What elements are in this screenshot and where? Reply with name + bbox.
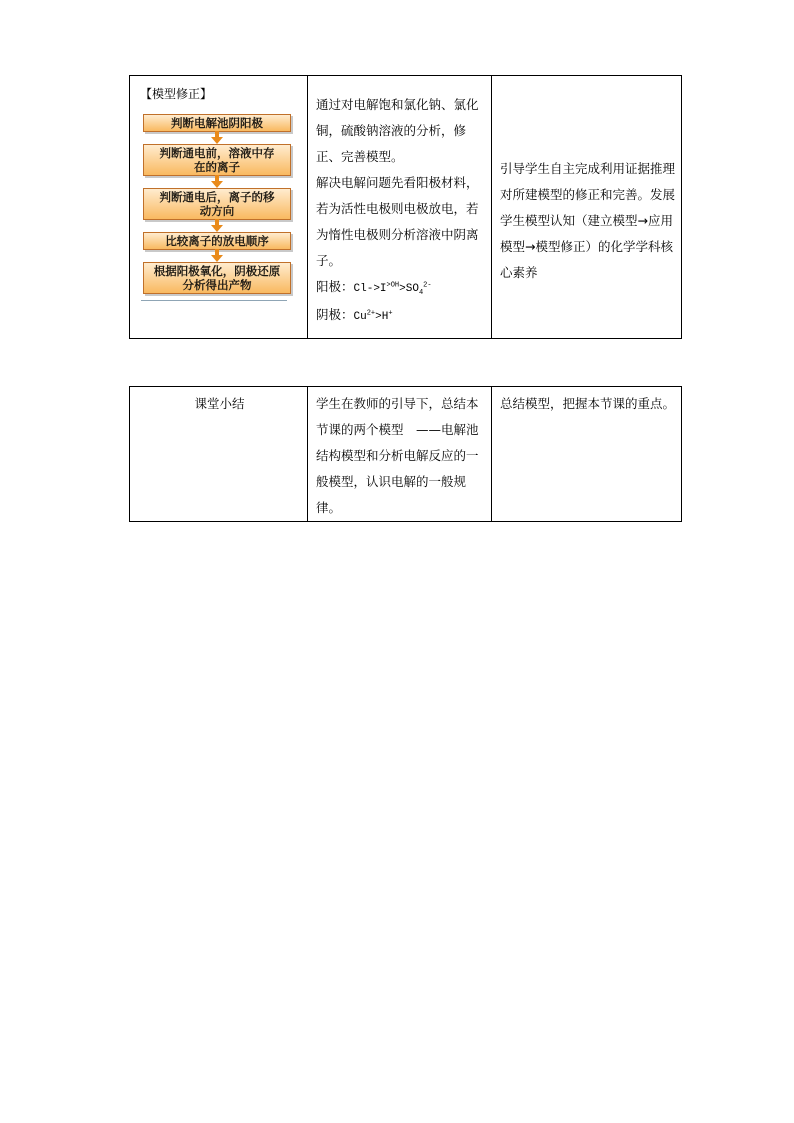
formula-part: >SO: [399, 283, 419, 295]
formula-part: Cu: [353, 311, 367, 323]
divider: [141, 300, 287, 301]
cathode-label: 阴极：: [316, 307, 354, 322]
model-revision-table: [129, 75, 682, 339]
anode-order: [308, 274, 491, 302]
summary-title-cell: [130, 387, 308, 522]
flow-step: 根据阳极氧化，阴极还原分析得出产物: [143, 262, 291, 294]
cathode-order: [308, 302, 491, 330]
down-arrow-icon: [211, 137, 223, 144]
formula-part: >H: [375, 311, 389, 323]
summary-title: 课堂小结: [194, 396, 245, 411]
formula-part: Cl->I: [353, 283, 387, 295]
anode-label: 阳极：: [316, 279, 354, 294]
design-intent-cell: [492, 76, 682, 339]
paragraph: 学生在教师的引导下，总结本节课的两个模型 ——电解池结构模型和分析电解反应的一般模型，认识电解的一般规律。: [316, 396, 479, 515]
flowchart: [141, 114, 293, 301]
paragraph: 总结模型，把握本节课的重点。: [500, 396, 676, 411]
formula-part: >OH: [386, 281, 400, 290]
down-arrow-icon: [211, 225, 223, 232]
down-arrow-icon: [211, 255, 223, 262]
formula-part: 4: [418, 289, 424, 298]
summary-activity-cell: [308, 387, 492, 522]
flow-step: 判断通电前，溶液中存在的离子: [143, 144, 291, 176]
paragraph: 通过对电解饱和氯化钠、氯化铜，硫酸钠溶液的分析，修正、完善模型。: [316, 97, 479, 164]
paragraph: 引导学生自主完成利用证据推理对所建模型的修正和完善。发展学生模型认知（建立模型→应用模型→模型修正）的化学学科核心素养: [500, 161, 676, 280]
flow-step: 判断电解池阴阳极: [143, 114, 291, 132]
flow-step: 比较离子的放电顺序: [143, 232, 291, 250]
formula-part: +: [388, 309, 393, 318]
summary-table: [129, 386, 682, 522]
formula-part: 2-: [423, 281, 432, 290]
model-revision-title: 【模型修正】: [140, 87, 213, 101]
model-revision-cell: [130, 76, 308, 339]
flow-step: 判断通电后，离子的移动方向: [143, 188, 291, 220]
formula-part: 2+: [366, 309, 376, 318]
summary-intent-cell: [492, 387, 682, 522]
paragraph: 解决电解问题先看阳极材料，若为活性电极则电极放电，若为惰性电极则分析溶液中阴离子。: [316, 175, 479, 268]
teacher-activity-cell: [308, 76, 492, 339]
down-arrow-icon: [211, 181, 223, 188]
